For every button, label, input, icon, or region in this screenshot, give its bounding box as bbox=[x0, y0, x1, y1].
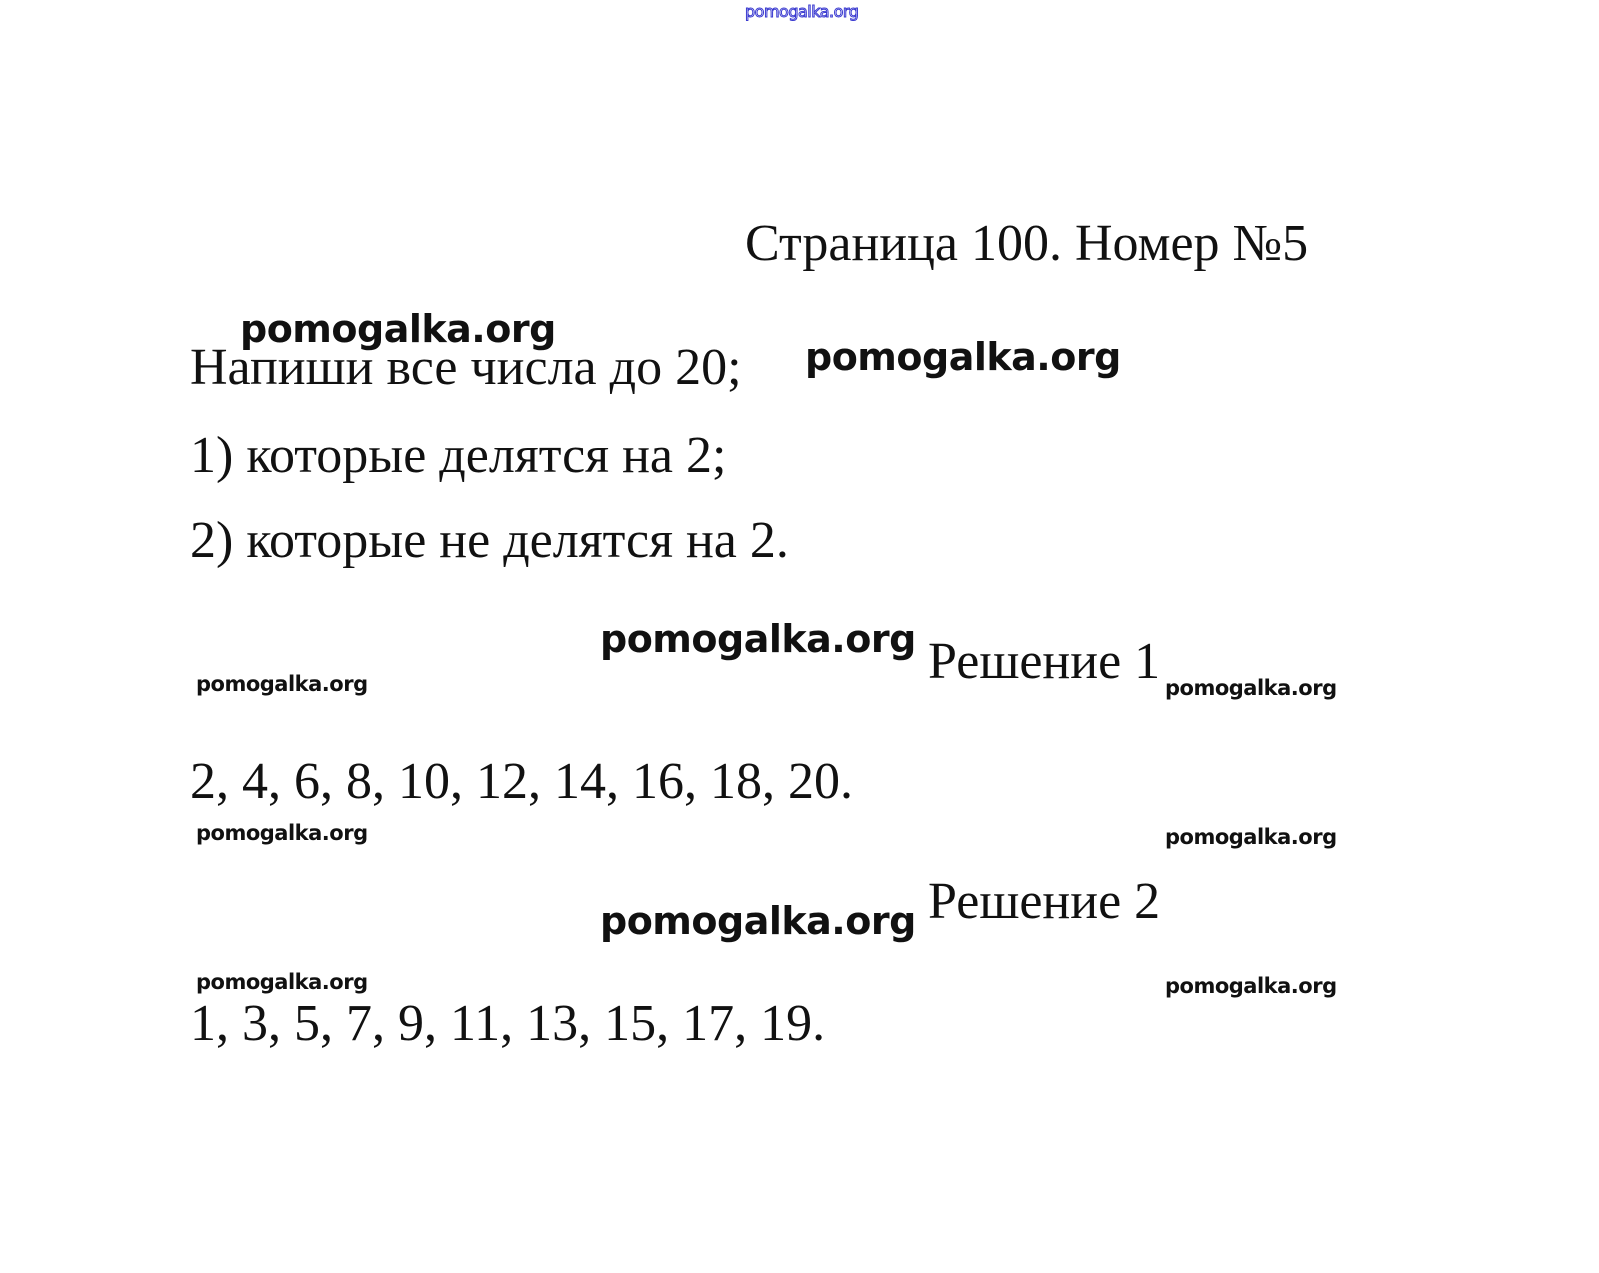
watermark: pomogalka.org bbox=[805, 335, 1121, 379]
watermark: pomogalka.org bbox=[1165, 676, 1337, 700]
watermark: pomogalka.org bbox=[196, 970, 368, 994]
solution-1-answer: 2, 4, 6, 8, 10, 12, 14, 16, 18, 20. bbox=[190, 753, 853, 810]
solution-2-answer: 1, 3, 5, 7, 9, 11, 13, 15, 17, 19. bbox=[190, 995, 826, 1052]
task-line-3: 2) которые не делятся на 2. bbox=[190, 512, 789, 569]
watermark: pomogalka.org bbox=[1165, 974, 1337, 998]
page-title: Страница 100. Номер №5 bbox=[745, 215, 1309, 272]
watermark: pomogalka.org bbox=[600, 617, 916, 661]
task-line-2: 1) которые делятся на 2; bbox=[190, 427, 727, 484]
watermark: pomogalka.org bbox=[1165, 825, 1337, 849]
watermark: pomogalka.org bbox=[196, 821, 368, 845]
watermark: pomogalka.org bbox=[240, 307, 556, 351]
watermark: pomogalka.org bbox=[600, 899, 916, 943]
watermark: pomogalka.org bbox=[196, 672, 368, 696]
top-watermark: pomogalka.org bbox=[745, 2, 859, 21]
task-line-1: Напиши все числа до 20; bbox=[190, 339, 742, 396]
solution-2-heading: Решение 2 bbox=[928, 873, 1161, 930]
solution-1-heading: Решение 1 bbox=[928, 633, 1161, 690]
